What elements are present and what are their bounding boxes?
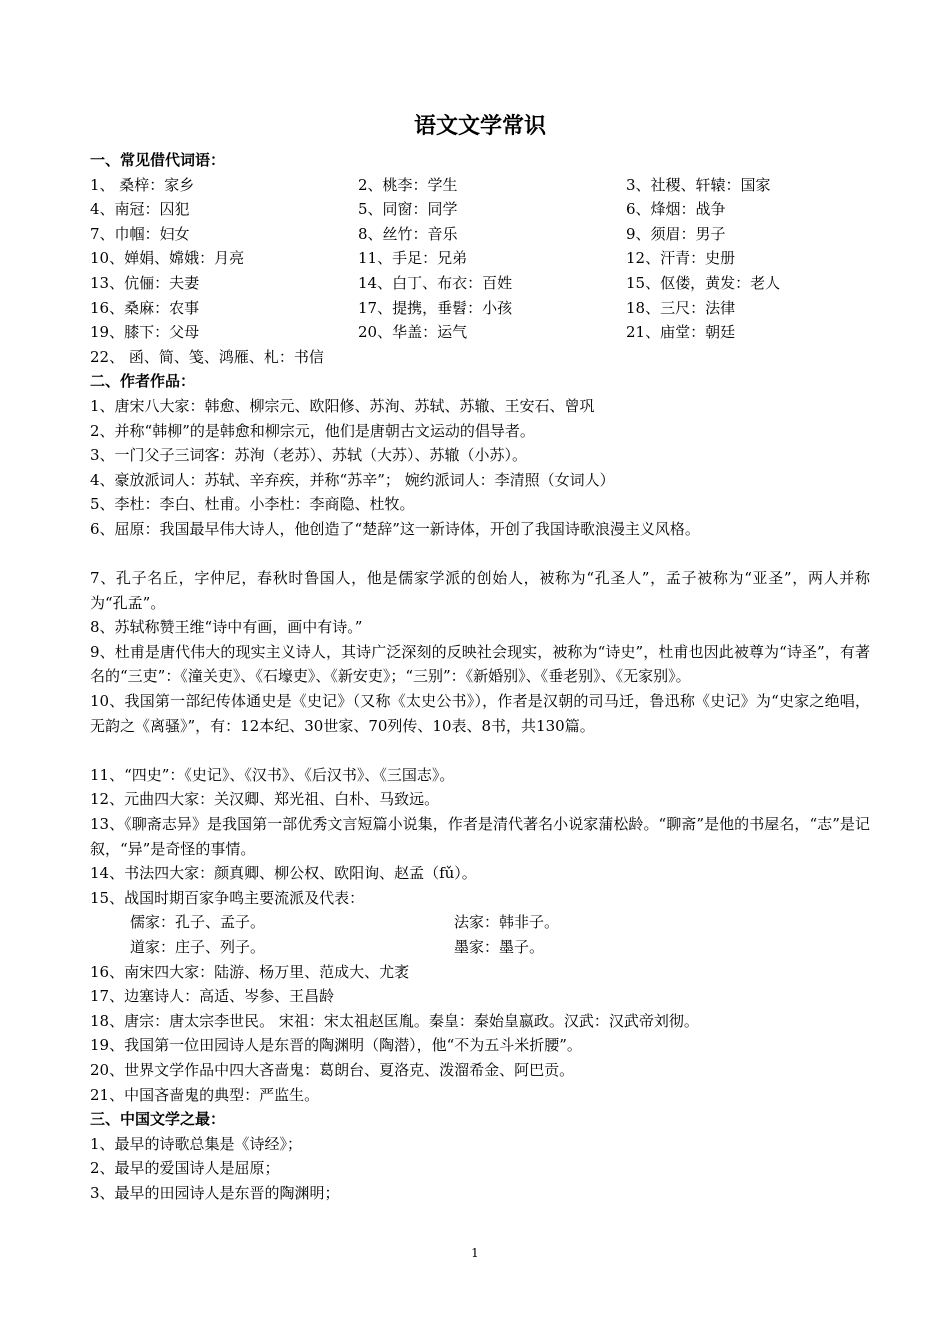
borrowed-words-row (90, 271, 870, 296)
author-item-12: 12、元曲四大家：关汉卿、郑光祖、白朴、马致远。 (90, 790, 440, 809)
author-item-1: 1、唐宋八大家：韩愈、柳宗元、欧阳修、苏洵、苏轼、苏辙、王安石、曾巩 (90, 396, 595, 415)
section-heading-firsts: 三、中国文学之最： (90, 1110, 226, 1129)
borrowed-word-entry: 11、手足：兄弟 (358, 249, 468, 268)
author-item-8: 8、苏轼称赞王维“诗中有画，画中有诗。” (90, 618, 363, 637)
author-item-16: 16、南宋四大家：陆游、杨万里、范成大、尤袤 (90, 962, 410, 981)
document-title: 语文文学常识 (413, 114, 546, 139)
author-item-7: 7、孔子名丘，字仲尼，春秋时鲁国人，他是儒家学派的创始人，被称为“孔圣人”，孟子被称为“亚圣”，两人并称为“孔孟”。 (90, 569, 870, 612)
borrowed-word-entry: 2、桃李：学生 (358, 175, 458, 194)
author-item-17: 17、边塞诗人：高适、岑参、王昌龄 (90, 987, 335, 1006)
author-item-13: 13、《聊斋志异》是我国第一部优秀文言短篇小说集，作者是清代著名小说家蒲松龄。“聊斋”是他的书屋名，“志”是记叙，“异”是奇怪的事情。 (90, 815, 870, 858)
borrowed-word-entry: 20、华盖：运气 (358, 323, 468, 342)
borrowed-word-entry: 17、提携，垂髫：小孩 (358, 298, 513, 317)
schools-row-2 (90, 935, 870, 960)
borrowed-words-row (90, 246, 870, 271)
borrowed-words-row (90, 296, 870, 321)
author-item-11: 11、“四史”：《史记》、《汉书》、《后汉书》、《三国志》。 (90, 765, 455, 784)
borrowed-word-entry: 12、汗青：史册 (626, 249, 736, 268)
document-page (90, 110, 870, 1206)
borrowed-word-entry: 16、桑麻：农事 (90, 298, 200, 317)
borrowed-word-22: 22、 函、简、笺、鸿雁、札：书信 (90, 347, 324, 366)
schools-row-1 (90, 910, 870, 935)
author-item-14: 14、书法四大家：颜真卿、柳公权、欧阳询、赵孟（fǔ）。 (90, 864, 477, 883)
borrowed-word-entry: 3、社稷、轩辕：国家 (626, 175, 771, 194)
author-item-6: 6、屈原：我国最早伟大诗人，他创造了“楚辞”这一新诗体，开创了我国诗歌浪漫主义风格。 (90, 519, 700, 538)
author-item-2: 2、并称“韩柳”的是韩愈和柳宗元，他们是唐朝古文运动的倡导者。 (90, 421, 535, 440)
borrowed-word-entry: 19、膝下：父母 (90, 323, 200, 342)
section-heading-borrowed-words: 一、常见借代词语： (90, 151, 226, 169)
author-item-9: 9、杜甫是唐代伟大的现实主义诗人，其诗广泛深刻的反映社会现实，被称为“诗史”，杜甫也因此被尊为“诗圣”，有著名的“三吏”：《潼关吏》、《石壕吏》、《新安吏》；“三别”：《新婚别》、《垂老别》、《无家别》。 (90, 642, 870, 686)
borrowed-word-entry: 6、烽烟：战争 (626, 200, 726, 219)
borrowed-word-entry: 21、庙堂：朝廷 (626, 323, 736, 342)
section-heading-authors: 二、作者作品： (90, 372, 196, 391)
borrowed-word-entry: 8、丝竹：音乐 (358, 224, 458, 243)
author-item-10: 10、我国第一部纪传体通史是《史记》（又称《太史公书》），作者是汉朝的司马迁，鲁迅称《史记》为“史家之绝唱，无韵之《离骚》”，有：12本纪、30世家、70列传、10表、8书，共130篇。 (90, 692, 870, 735)
borrowed-word-entry: 9、须眉：男子 (626, 224, 726, 243)
borrowed-word-entry: 1、 桑梓：家乡 (90, 175, 195, 194)
borrowed-word-entry: 5、同窗：同学 (358, 200, 458, 219)
school-taoist: 道家：庄子、列子。 (130, 938, 266, 956)
borrowed-word-entry: 14、白丁、布衣：百姓 (358, 273, 513, 292)
borrowed-words-row (90, 173, 870, 198)
borrowed-word-entry: 10、婵娟、嫦娥：月亮 (90, 249, 245, 268)
school-mohist: 墨家：墨子。 (454, 938, 545, 956)
firsts-item-3: 3、最早的田园诗人是东晋的陶渊明； (90, 1183, 340, 1202)
author-item-15: 15、战国时期百家争鸣主要流派及代表： (90, 888, 365, 907)
school-legalist: 法家：韩非子。 (454, 913, 560, 932)
borrowed-words-row (90, 320, 870, 345)
firsts-item-1: 1、最早的诗歌总集是《诗经》； (90, 1134, 303, 1153)
firsts-item-2: 2、最早的爱国诗人是屈原； (90, 1159, 280, 1178)
borrowed-word-entry: 4、南冠：囚犯 (90, 200, 190, 219)
borrowed-words-row (90, 197, 870, 222)
page-number: 1 (471, 1246, 479, 1260)
school-confucian: 儒家：孔子、孟子。 (130, 913, 266, 932)
borrowed-word-entry: 15、伛偻，黄发：老人 (626, 273, 781, 292)
author-item-18: 18、唐宗：唐太宗李世民。 宋祖：宋太祖赵匡胤。秦皇：秦始皇嬴政。汉武：汉武帝刘彻。 (90, 1011, 699, 1030)
borrowed-word-entry: 18、三尺：法律 (626, 298, 736, 317)
author-item-5: 5、李杜：李白、杜甫。小李杜：李商隐、杜牧。 (90, 495, 415, 514)
borrowed-word-entry: 7、巾帼：妇女 (90, 224, 190, 243)
borrowed-word-entry: 13、伉俪：夫妻 (90, 273, 200, 292)
author-item-20: 20、世界文学作品中四大吝啬鬼：葛朗台、夏洛克、泼溜希金、阿巴贡。 (90, 1060, 575, 1079)
author-item-21: 21、中国吝啬鬼的典型：严监生。 (90, 1085, 320, 1104)
author-item-4: 4、豪放派词人：苏轼、辛弃疾，并称“苏辛”； 婉约派词人：李清照（女词人） (90, 470, 615, 489)
author-item-19: 19、我国第一位田园诗人是东晋的陶渊明（陶潜），他“不为五斗米折腰”。 (90, 1036, 582, 1055)
borrowed-words-table (90, 173, 870, 345)
author-item-3: 3、一门父子三词客：苏洵（老苏）、苏轼（大苏）、苏辙（小苏）。 (90, 446, 528, 465)
borrowed-words-row (90, 222, 870, 247)
